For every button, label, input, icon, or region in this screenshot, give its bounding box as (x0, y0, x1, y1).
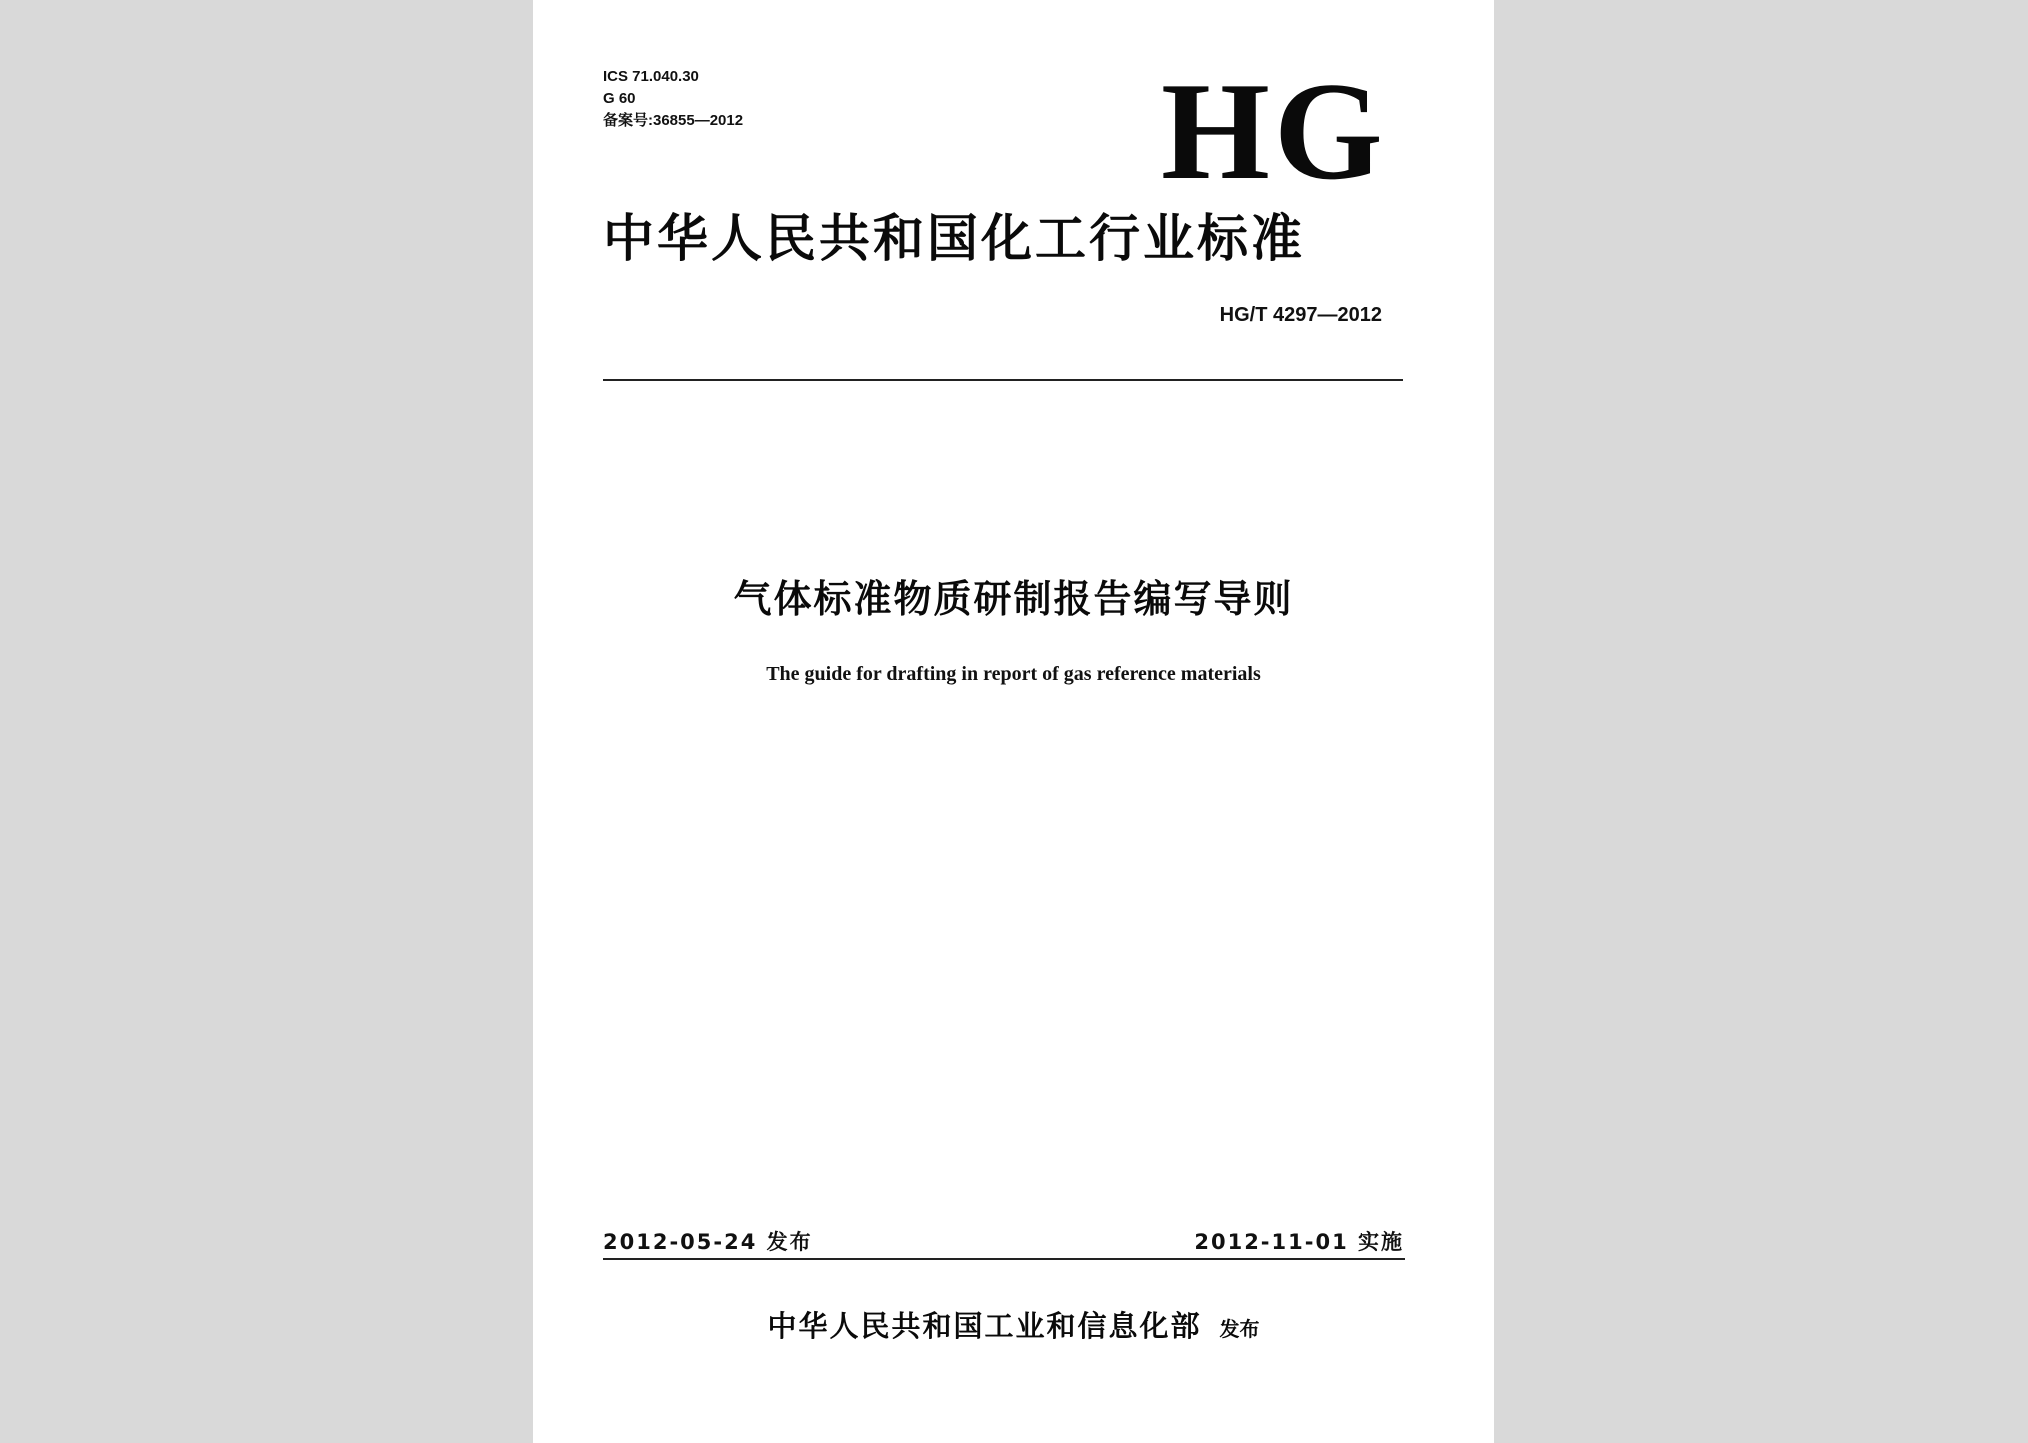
hg-mark: HG (1161, 54, 1387, 209)
standard-category-title: 中华人民共和国化工行业标准 (603, 210, 1306, 269)
header-divider (603, 379, 1403, 381)
filing-number: 备案号:36855—2012 (603, 112, 744, 129)
ics-code: ICS 71.040.30 (603, 68, 699, 85)
publisher-line (533, 1304, 1494, 1345)
ccs-code: G 60 (603, 90, 636, 107)
publisher-org: 中华人民共和国工业和信息化部 (767, 1309, 1202, 1343)
standard-number: HG/T 4297—2012 (1219, 304, 1382, 326)
issue-date: 2012-05-24 发布 (603, 1230, 813, 1254)
document-title-en: The guide for drafting in report of gas reference materials (766, 663, 1261, 685)
footer-divider (603, 1258, 1405, 1260)
implementation-date: 2012-11-01 实施 (1194, 1230, 1404, 1254)
document-title-zh: 气体标准物质研制报告编写导则 (733, 577, 1294, 621)
classification-block (603, 66, 743, 132)
publisher-suffix: 发布 (1219, 1317, 1260, 1341)
document-page (533, 0, 1494, 1443)
